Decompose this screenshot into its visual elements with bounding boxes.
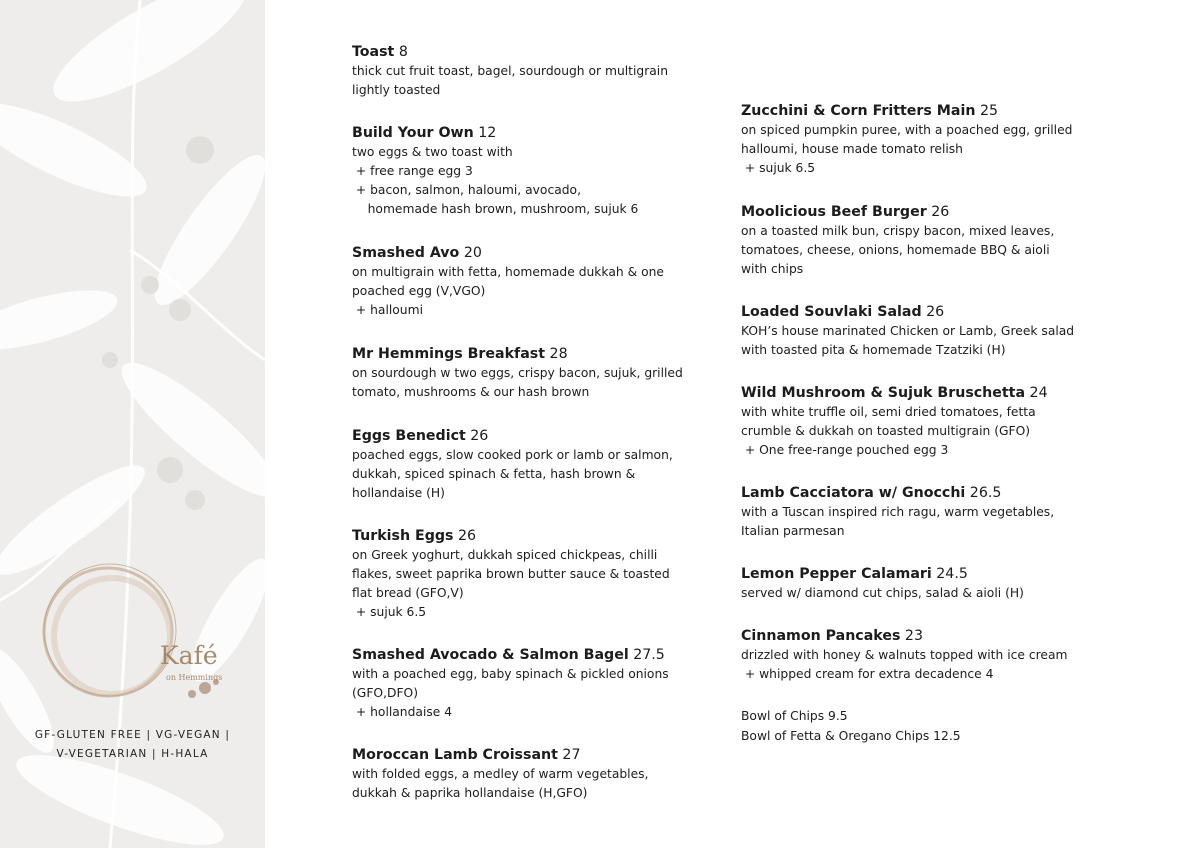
menu-item-price: 27.5 bbox=[628, 647, 665, 663]
menu-item-description: on Greek yoghurt, dukkah spiced chickpeas, chilli bbox=[352, 548, 658, 562]
menu-item-price: 12 bbox=[473, 125, 497, 141]
menu-item-description: dukkah, spiced spinach & fetta, hash brown & bbox=[352, 467, 636, 481]
menu-item-description: flat bread (GFO,V) bbox=[352, 586, 464, 600]
menu-item bbox=[352, 426, 732, 503]
menu-item-price: 26 bbox=[926, 204, 950, 220]
menu-item-name bbox=[741, 483, 1121, 503]
menu-item-price: 26.5 bbox=[965, 485, 1002, 501]
menu-item-description: + bacon, salmon, haloumi, avocado, bbox=[352, 183, 581, 197]
menu-item-name bbox=[352, 344, 732, 364]
menu-item bbox=[352, 526, 732, 622]
menu-item-title: Build Your Own bbox=[352, 125, 474, 141]
menu-item bbox=[741, 483, 1121, 541]
menu-item-price: 28 bbox=[545, 346, 568, 362]
menu-item-name bbox=[352, 645, 732, 665]
menu-item-description: + halloumi bbox=[352, 303, 423, 317]
menu-item-price: 23 bbox=[900, 628, 923, 644]
decorative-panel bbox=[0, 0, 265, 848]
menu-item-description: two eggs & two toast with bbox=[352, 145, 513, 159]
menu-item-description: + sujuk 6.5 bbox=[352, 605, 427, 619]
menu-item-title: Lemon Pepper Calamari bbox=[741, 566, 932, 582]
menu-item-name bbox=[352, 426, 732, 446]
menu-item-title: Smashed Avo bbox=[352, 245, 460, 261]
menu-item-price: 24.5 bbox=[931, 566, 968, 582]
menu-item-name bbox=[741, 202, 1121, 222]
menu-item-title: Toast bbox=[352, 44, 395, 60]
menu-item-description: on a toasted milk bun, crispy bacon, mixed leaves, bbox=[741, 224, 1055, 238]
menu-item bbox=[741, 626, 1121, 684]
menu-item-title: Zucchini & Corn Fritters Main bbox=[741, 103, 976, 119]
menu-item-price: 20 bbox=[459, 245, 482, 261]
menu-item-description: + sujuk 6.5 bbox=[741, 161, 816, 175]
menu-item-name bbox=[741, 101, 1121, 121]
menu-item-description: poached eggs, slow cooked pork or lamb or salmon, bbox=[352, 448, 673, 462]
menu-item-name bbox=[741, 564, 1121, 584]
menu-item-name bbox=[741, 302, 1121, 322]
menu-item-description: + free range egg 3 bbox=[352, 164, 473, 178]
menu-item-title: Eggs Benedict bbox=[352, 428, 466, 444]
menu-item bbox=[352, 123, 732, 219]
menu-item-title: Cinnamon Pancakes bbox=[741, 628, 901, 644]
menu-item-price: 26 bbox=[465, 428, 489, 444]
menu-item-description: Italian parmesan bbox=[741, 524, 845, 538]
menu-item bbox=[741, 564, 1121, 603]
menu-item-description: with folded eggs, a medley of warm vegetables, bbox=[352, 767, 649, 781]
menu-item-title: Moroccan Lamb Croissant bbox=[352, 747, 558, 763]
menu-item bbox=[741, 202, 1121, 279]
menu-item-description: KOH’s house marinated Chicken or Lamb, Greek salad bbox=[741, 324, 1075, 338]
menu-item-description: with chips bbox=[741, 262, 804, 276]
menu-item-description: with toasted pita & homemade Tzatziki (H) bbox=[741, 343, 1006, 357]
menu-item-description: with white truffle oil, semi dried tomatoes, fetta bbox=[741, 405, 1036, 419]
menu-item-description: homemade hash brown, mushroom, sujuk 6 bbox=[352, 202, 639, 216]
menu-item-description: tomato, mushrooms & our hash brown bbox=[352, 385, 590, 399]
menu-item-price: 8 bbox=[394, 44, 408, 60]
menu-item-description: on sourdough w two eggs, crispy bacon, sujuk, grilled bbox=[352, 366, 683, 380]
menu-item-name bbox=[352, 42, 732, 62]
brand-subtitle: on Hemmings bbox=[166, 673, 223, 682]
menu-item-description: on spiced pumpkin puree, with a poached egg, grilled bbox=[741, 123, 1073, 137]
menu-item-description: poached egg (V,VGO) bbox=[352, 284, 486, 298]
menu-item-description: thick cut fruit toast, bagel, sourdough or multigrain bbox=[352, 64, 669, 78]
menu-item-description: on multigrain with fetta, homemade dukkah & one bbox=[352, 265, 664, 279]
menu-item-description: tomatoes, cheese, onions, homemade BBQ & aioli bbox=[741, 243, 1050, 257]
menu-item bbox=[352, 344, 732, 402]
menu-item-description: dukkah & paprika hollandaise (H,GFO) bbox=[352, 786, 588, 800]
menu-item-name bbox=[352, 123, 732, 143]
menu-item-name bbox=[352, 526, 732, 546]
menu-item bbox=[352, 42, 732, 100]
coffee-ring-logo bbox=[40, 560, 230, 720]
menu-item-title: Mr Hemmings Breakfast bbox=[352, 346, 546, 362]
menu-item bbox=[741, 101, 1121, 178]
menu-item-title: Loaded Souvlaki Salad bbox=[741, 304, 922, 320]
menu-item-price: 27 bbox=[557, 747, 581, 763]
menu-item bbox=[352, 645, 732, 722]
extra-item: Bowl of Fetta & Oregano Chips 12.5 bbox=[741, 729, 961, 743]
menu-item bbox=[741, 383, 1121, 460]
dietary-legend bbox=[0, 726, 265, 764]
menu-item-title: Turkish Eggs bbox=[352, 528, 454, 544]
menu-item bbox=[741, 302, 1121, 360]
menu-item-title: Lamb Cacciatora w/ Gnocchi bbox=[741, 485, 966, 501]
menu-item-description: with a Tuscan inspired rich ragu, warm vegetables, bbox=[741, 505, 1055, 519]
menu-item-description: lightly toasted bbox=[352, 83, 441, 97]
menu-item-title: Moolicious Beef Burger bbox=[741, 204, 927, 220]
extra-item: Bowl of Chips 9.5 bbox=[741, 709, 848, 723]
menu-item-description: hollandaise (H) bbox=[352, 486, 445, 500]
menu-item-description: + whipped cream for extra decadence 4 bbox=[741, 667, 994, 681]
menu-item-description: served w/ diamond cut chips, salad & aioli (H) bbox=[741, 586, 1024, 600]
menu-item-price: 25 bbox=[975, 103, 999, 119]
menu-item bbox=[352, 745, 732, 803]
menu-item-title: Wild Mushroom & Sujuk Bruschetta bbox=[741, 385, 1026, 401]
menu-item-name bbox=[352, 745, 732, 765]
menu-item-price: 26 bbox=[921, 304, 945, 320]
menu-item-name bbox=[741, 626, 1121, 646]
menu-item bbox=[352, 243, 732, 320]
menu-item-price: 24 bbox=[1025, 385, 1048, 401]
menu-item-description: with a poached egg, baby spinach & pickled onions bbox=[352, 667, 669, 681]
menu-item-description: halloumi, house made tomato relish bbox=[741, 142, 963, 156]
leaf-illustration bbox=[0, 0, 265, 848]
menu-item-description: (GFO,DFO) bbox=[352, 686, 419, 700]
menu-item-name bbox=[741, 383, 1121, 403]
menu-item-description: + hollandaise 4 bbox=[352, 705, 453, 719]
menu-item-description: + One free-range pouched egg 3 bbox=[741, 443, 949, 457]
menu-item-description: crumble & dukkah on toasted multigrain (GFO) bbox=[741, 424, 1031, 438]
brand-name: Kafé bbox=[160, 641, 218, 670]
menu-item-description: flakes, sweet paprika brown butter sauce & toasted bbox=[352, 567, 670, 581]
menu-item-name bbox=[352, 243, 732, 263]
menu-item-price: 26 bbox=[453, 528, 477, 544]
menu-item-title: Smashed Avocado & Salmon Bagel bbox=[352, 647, 629, 663]
legend-line: GF-GLUTEN FREE | VG-VEGAN | bbox=[34, 729, 231, 741]
legend-line: V-VEGETARIAN | H-HALA bbox=[56, 748, 209, 760]
menu-item-description: drizzled with honey & walnuts topped with ice cream bbox=[741, 648, 1068, 662]
